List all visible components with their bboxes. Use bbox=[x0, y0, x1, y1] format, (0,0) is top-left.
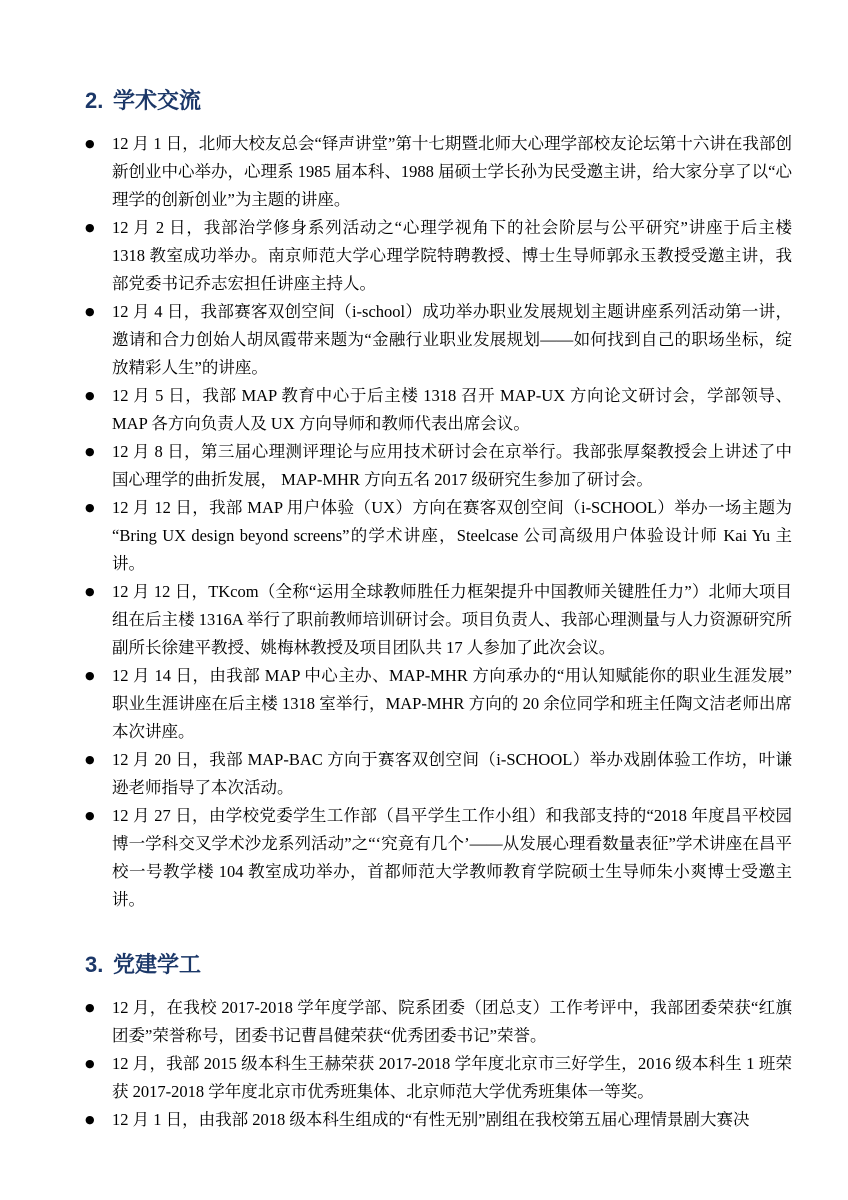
list-item bbox=[85, 298, 792, 382]
bullet-icon: ● bbox=[85, 809, 95, 822]
list-item-text: 12 月 14 日，由我部 MAP 中心主办、MAP-MHR 方向承办的“用认知赋能你的职业生涯发展”职业生涯讲座在后主楼 1318 室举行，MAP-MHR 方向的 20 余位同学和班主任陶文洁老师出席本次讲座。 bbox=[112, 666, 792, 741]
bullet-icon: ● bbox=[85, 137, 95, 150]
section-heading bbox=[85, 950, 792, 980]
list-item-text: 12 月 12 日，TKcom（全称“运用全球教师胜任力框架提升中国教师关键胜任力”）北师大项目组在后主楼 1316A 举行了职前教师培训研讨会。项目负责人、我部心理测量与人力资源研究所副所长徐建平教授、姚梅林教授及项目团队共 17 人参加了此次会议。 bbox=[112, 582, 792, 657]
list-item bbox=[85, 494, 792, 578]
list-item-text: 12 月 27 日，由学校党委学生工作部（昌平学生工作小组）和我部支持的“2018 年度昌平校园博一学科交叉学术沙龙系列活动”之“‘究竟有几个’——从发展心理看数量表征”学术讲座在昌平校一号教学楼 104 教室成功举办，首都师范大学教师教育学院硕士生导师朱小爽博士受邀主讲。 bbox=[112, 806, 792, 909]
list-item bbox=[85, 662, 792, 746]
list-item bbox=[85, 438, 792, 494]
bullet-icon: ● bbox=[85, 585, 95, 598]
bullet-icon: ● bbox=[85, 1113, 95, 1126]
list-item-text: 12 月 8 日，第三届心理测评理论与应用技术研讨会在京举行。我部张厚粲教授会上讲述了中国心理学的曲折发展， MAP-MHR 方向五名 2017 级研究生参加了研讨会。 bbox=[112, 442, 792, 489]
list-item-text: 12 月 2 日，我部治学修身系列活动之“心理学视角下的社会阶层与公平研究”讲座于后主楼 1318 教室成功举办。南京师范大学心理学院特聘教授、博士生导师郭永玉教授受邀主讲，我部党委书记乔志宏担任讲座主持人。 bbox=[112, 218, 792, 293]
section-number: 2. bbox=[85, 88, 104, 113]
list-item-text: 12 月 20 日，我部 MAP-BAC 方向于赛客双创空间（i-SCHOOL）举办戏剧体验工作坊，叶谦逊老师指导了本次活动。 bbox=[112, 750, 792, 797]
list-item bbox=[85, 130, 792, 214]
section-heading bbox=[85, 86, 792, 116]
bullet-icon: ● bbox=[85, 305, 95, 318]
list-item bbox=[85, 1050, 792, 1106]
section-number: 3. bbox=[85, 952, 104, 977]
bullet-icon: ● bbox=[85, 669, 95, 682]
bullet-icon: ● bbox=[85, 445, 95, 458]
section-title: 党建学工 bbox=[113, 952, 202, 977]
list-item-text: 12 月 1 日，北师大校友总会“铎声讲堂”第十七期暨北师大心理学部校友论坛第十六讲在我部创新创业中心举办，心理系 1985 届本科、1988 届硕士学长孙为民受邀主讲，给大家分享了以“心理学的创新创业”为主题的讲座。 bbox=[112, 134, 792, 209]
section-title: 学术交流 bbox=[113, 88, 202, 113]
bullet-list bbox=[85, 994, 792, 1134]
list-item-text: 12 月 12 日，我部 MAP 用户体验（UX）方向在赛客双创空间（i-SCHOOL）举办一场主题为“Bring UX design beyond screens”的学术讲座，Steelcase 公司高级用户体验设计师 Kai Yu 主讲。 bbox=[112, 498, 792, 573]
list-item-text: 12 月 5 日，我部 MAP 教育中心于后主楼 1318 召开 MAP-UX 方向论文研讨会，学部领导、MAP 各方向负责人及 UX 方向导师和教师代表出席会议。 bbox=[112, 386, 792, 433]
bullet-icon: ● bbox=[85, 221, 95, 234]
bullet-icon: ● bbox=[85, 1001, 95, 1014]
bullet-icon: ● bbox=[85, 1057, 95, 1070]
list-item bbox=[85, 802, 792, 914]
bullet-icon: ● bbox=[85, 389, 95, 402]
list-item bbox=[85, 382, 792, 438]
list-item-text: 12 月 4 日，我部赛客双创空间（i-school）成功举办职业发展规划主题讲座系列活动第一讲，邀请和合力创始人胡凤霞带来题为“金融行业职业发展规划——如何找到自己的职场坐标，绽放精彩人生”的讲座。 bbox=[112, 302, 792, 377]
list-item bbox=[85, 746, 792, 802]
list-item bbox=[85, 578, 792, 662]
bullet-list bbox=[85, 130, 792, 914]
bullet-icon: ● bbox=[85, 501, 95, 514]
list-item bbox=[85, 1106, 792, 1134]
section-academic-exchange bbox=[85, 86, 792, 914]
list-item-text: 12 月，我部 2015 级本科生王赫荣获 2017-2018 学年度北京市三好学生，2016 级本科生 1 班荣获 2017-2018 学年度北京市优秀班集体、北京师范大学优秀班集体一等奖。 bbox=[112, 1054, 792, 1101]
section-party-student-work bbox=[85, 950, 792, 1134]
bullet-icon: ● bbox=[85, 753, 95, 766]
list-item-text: 12 月，在我校 2017-2018 学年度学部、院系团委（团总支）工作考评中，我部团委荣获“红旗团委”荣誉称号，团委书记曹昌健荣获“优秀团委书记”荣誉。 bbox=[112, 998, 792, 1045]
list-item-text: 12 月 1 日，由我部 2018 级本科生组成的“有性无别”剧组在我校第五届心理情景剧大赛决 bbox=[112, 1110, 750, 1129]
list-item bbox=[85, 994, 792, 1050]
list-item bbox=[85, 214, 792, 298]
